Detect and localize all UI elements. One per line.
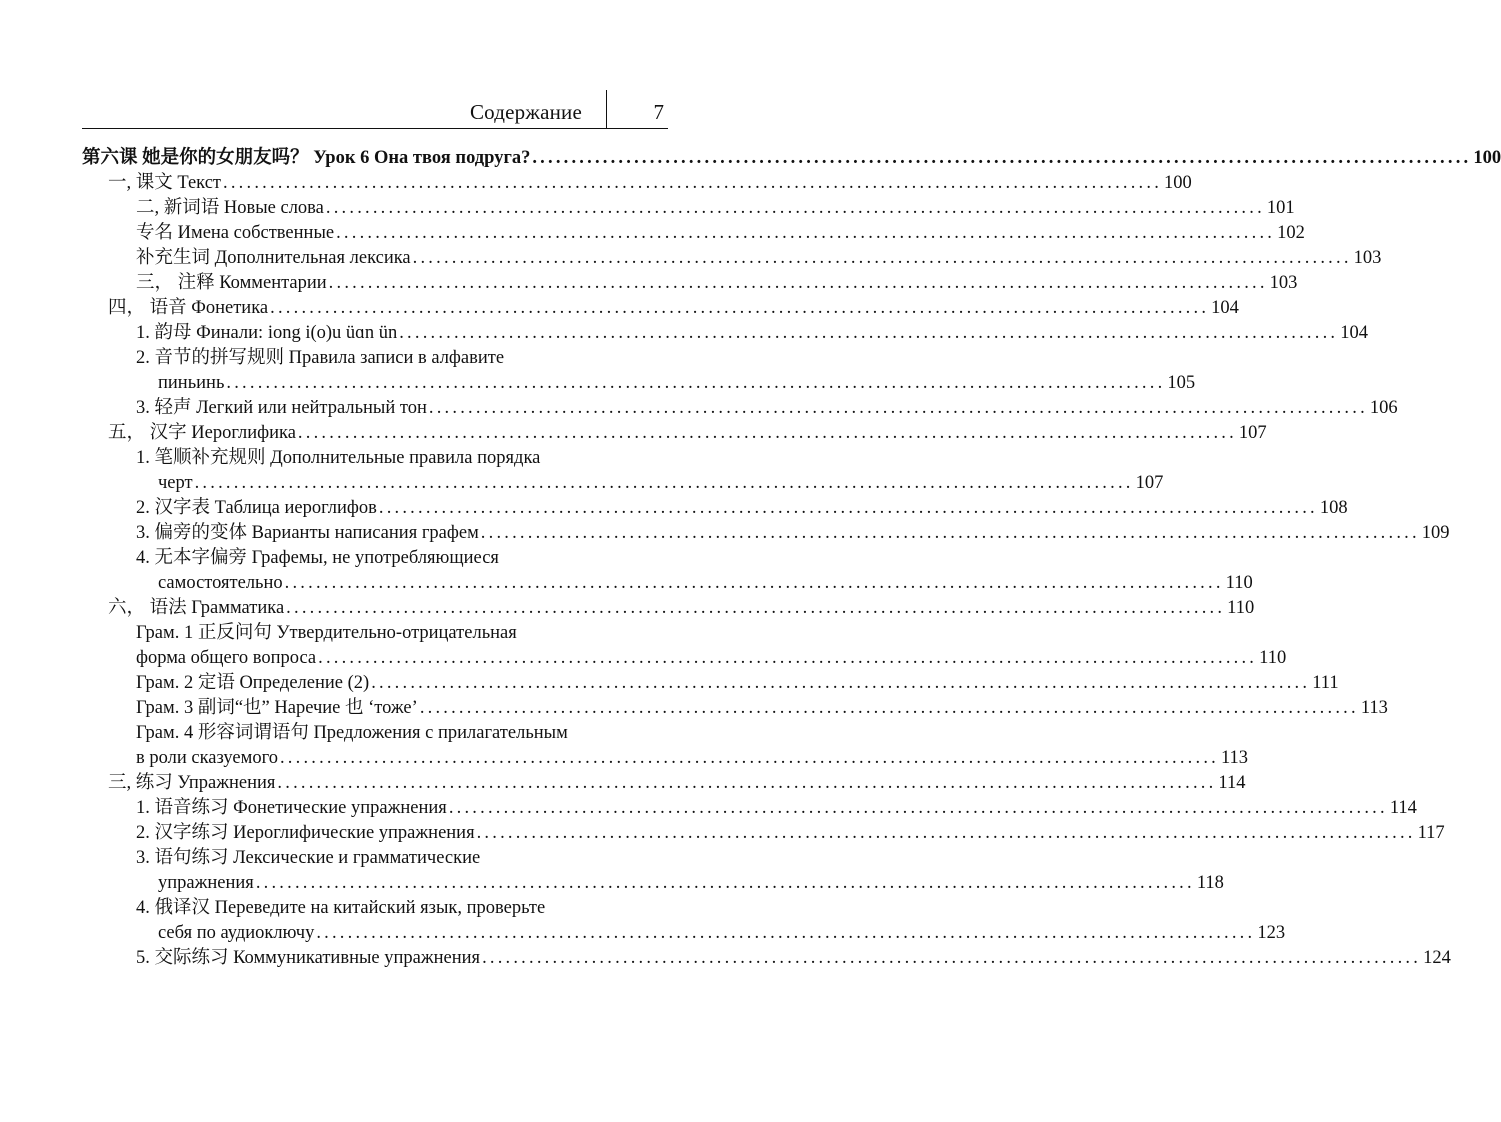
running-header-title: Содержание	[469, 100, 582, 124]
toc-entry	[136, 221, 1305, 246]
dot-leader: ........................................................................................................................	[297, 423, 1237, 443]
toc-line	[0, 171, 1192, 196]
toc-entry-page: 110	[1227, 598, 1255, 618]
toc-line	[0, 621, 668, 646]
toc-entry-page: 102	[1277, 223, 1305, 243]
toc-entry-title: 5. 交际练习 Коммуникативные упражнения	[136, 948, 481, 968]
toc-entry-page: 106	[1369, 398, 1398, 418]
toc-line	[0, 246, 1382, 271]
table-of-contents	[0, 146, 1501, 971]
header-rule	[82, 128, 668, 129]
toc-line	[0, 696, 1388, 721]
dot-leader: ........................................................................................................................	[284, 573, 1224, 593]
toc-line	[0, 296, 1239, 321]
toc-entry	[136, 646, 1287, 671]
toc-line	[0, 396, 1398, 421]
toc-entry-title: 二, 新词语 Новые слова	[136, 198, 324, 218]
toc-line	[0, 321, 1368, 346]
toc-line	[0, 671, 1339, 696]
toc-entry	[158, 921, 1286, 946]
toc-line	[0, 146, 1501, 171]
toc-entry-title: 4. 无本字偏旁 Графемы, не употребляющиеся	[136, 548, 499, 568]
toc-line	[0, 271, 1298, 296]
toc-line	[0, 896, 668, 921]
dot-leader: ........................................................................................................................	[399, 323, 1339, 343]
toc-entry-title: 2. 汉字练习 Иероглифические упражнения	[136, 823, 475, 843]
toc-line	[0, 846, 668, 871]
toc-entry	[136, 321, 1368, 346]
toc-entry-page: 105	[1167, 373, 1196, 393]
toc-entry-page: 111	[1312, 673, 1339, 693]
toc-entry	[108, 296, 1239, 321]
toc-line	[0, 521, 1450, 546]
toc-entry-title: 1. 语音练习 Фонетические упражнения	[136, 798, 447, 818]
dot-leader: ........................................................................................................................	[279, 748, 1219, 768]
toc-entry	[136, 521, 1450, 546]
toc-entry-page: 100	[1164, 173, 1192, 193]
toc-entry	[136, 946, 1451, 971]
toc-entry-page: 104	[1211, 298, 1239, 318]
dot-leader: ........................................................................................................................	[255, 873, 1195, 893]
toc-line	[0, 646, 1287, 671]
toc-entry-page: 110	[1225, 573, 1253, 593]
toc-entry	[82, 146, 1501, 171]
toc-entry	[136, 821, 1445, 846]
toc-line	[0, 421, 1267, 446]
toc-entry	[158, 471, 1164, 496]
dot-leader: ........................................................................................................................	[194, 473, 1134, 493]
dot-leader: ........................................................................................................................	[318, 648, 1258, 668]
toc-entry-page: 113	[1360, 698, 1388, 718]
toc-entry	[158, 571, 1253, 596]
toc-entry-page: 108	[1319, 498, 1348, 518]
dot-leader: ........................................................................................................................	[223, 173, 1163, 193]
toc-line	[0, 596, 1255, 621]
toc-entry-title: 1. 韵母 Финали: iong i(o)u üɑn ün	[136, 323, 398, 343]
toc-line	[0, 921, 1286, 946]
toc-line	[0, 371, 1196, 396]
toc-line	[0, 446, 668, 471]
toc-entry-page: 107	[1238, 423, 1267, 443]
page-number: 7	[653, 100, 664, 124]
toc-entry-title: себя по аудиоключу	[158, 923, 315, 943]
toc-entry-title: 补充生词 Дополнительная лексика	[136, 248, 411, 268]
toc-entry-page: 103	[1353, 248, 1382, 268]
toc-line	[0, 546, 668, 571]
toc-entry	[136, 746, 1249, 771]
toc-entry-title: 三, 练习 Упражнения	[108, 773, 276, 793]
toc-entry-page: 100	[1473, 148, 1501, 168]
toc-entry-title: Грам. 3 副词“也” Наречие 也 ‘тоже’	[136, 698, 418, 718]
toc-entry-title: упражнения	[158, 873, 254, 893]
toc-entry-title: 专名 Имена собственные	[136, 223, 335, 243]
dot-leader: ........................................................................................................................	[328, 273, 1268, 293]
toc-entry-page: 103	[1269, 273, 1298, 293]
toc-entry-title: 五， 汉字 Иероглифика	[108, 423, 296, 443]
dot-leader: ........................................................................................................................	[336, 223, 1276, 243]
toc-line	[0, 471, 1164, 496]
toc-line	[0, 721, 668, 746]
dot-leader: ........................................................................................................................	[448, 798, 1388, 818]
toc-line	[0, 496, 1348, 521]
toc-entry-page: 110	[1259, 648, 1287, 668]
dot-leader: ........................................................................................................................	[277, 773, 1217, 793]
toc-entry-title: в роли сказуемого	[136, 748, 278, 768]
toc-entry	[108, 771, 1246, 796]
toc-entry-page: 107	[1135, 473, 1164, 493]
toc-line	[0, 746, 1249, 771]
toc-entry-title: 第六课 她是你的女朋友吗？ Урок 6 Она твоя подруга?	[82, 148, 531, 168]
dot-leader: ........................................................................................................................	[419, 698, 1359, 718]
toc-line	[0, 771, 1246, 796]
toc-entry	[136, 271, 1298, 296]
running-header	[82, 90, 668, 126]
toc-entry-title: 一, 课文 Текст	[108, 173, 222, 193]
toc-entry-page: 123	[1257, 923, 1286, 943]
toc-entry	[108, 171, 1192, 196]
dot-leader: ........................................................................................................................	[428, 398, 1368, 418]
toc-entry	[136, 396, 1398, 421]
toc-entry	[136, 496, 1348, 521]
toc-entry	[136, 671, 1339, 696]
toc-entry-title: 3. 轻声 Легкий или нейтральный тон	[136, 398, 427, 418]
toc-entry-title: 3. 语句练习 Лексические и грамматические	[136, 848, 481, 868]
dot-leader: ........................................................................................................................	[226, 373, 1166, 393]
dot-leader: ........................................................................................................................	[286, 598, 1226, 618]
toc-entry-title: 四， 语音 Фонетика	[108, 298, 269, 318]
toc-entry-page: 118	[1196, 873, 1224, 893]
toc-entry-title: 2. 音节的拼写规则 Правила записи в алфавите	[136, 348, 505, 368]
toc-entry-page: 117	[1417, 823, 1445, 843]
toc-entry-title: Грам. 2 定语 Определение (2)	[136, 673, 370, 693]
toc-entry-page: 124	[1423, 948, 1451, 968]
dot-leader: ........................................................................................................................	[371, 673, 1311, 693]
dot-leader: ........................................................................................................................	[316, 923, 1256, 943]
toc-line	[0, 221, 1305, 246]
toc-entry	[158, 871, 1224, 896]
toc-entry-title: 2. 汉字表 Таблица иероглифов	[136, 498, 377, 518]
toc-entry-page: 113	[1220, 748, 1249, 768]
toc-entry-page: 104	[1340, 323, 1368, 343]
toc-entry-title: 3. 偏旁的变体 Варианты написания графем	[136, 523, 479, 543]
dot-leader: ........................................................................................................................	[412, 248, 1352, 268]
toc-line	[0, 946, 1451, 971]
toc-entry-title: черт	[158, 473, 193, 493]
toc-line	[0, 571, 1253, 596]
toc-entry-title: пиньинь	[158, 373, 225, 393]
toc-entry-title: самостоятельно	[158, 573, 283, 593]
toc-entry	[136, 196, 1295, 221]
dot-leader: ........................................................................................................................	[325, 198, 1265, 218]
toc-line	[0, 871, 1224, 896]
dot-leader: ........................................................................................................................	[378, 498, 1318, 518]
toc-entry-page: 109	[1421, 523, 1450, 543]
toc-entry	[136, 696, 1388, 721]
dot-leader: ........................................................................................................................	[482, 948, 1422, 968]
toc-entry	[108, 596, 1255, 621]
toc-entry-title: 六， 语法 Грамматика	[108, 598, 285, 618]
toc-line	[0, 196, 1295, 221]
toc-entry	[136, 796, 1417, 821]
toc-entry	[108, 421, 1267, 446]
dot-leader: ........................................................................................................................	[476, 823, 1416, 843]
toc-entry-title: 三， 注释 Комментарии	[136, 273, 327, 293]
dot-leader: ........................................................................................................................	[532, 148, 1472, 168]
toc-line	[0, 346, 668, 371]
toc-entry	[158, 371, 1196, 396]
toc-entry-title: Грам. 1 正反问句 Утвердительно-отрицательная	[136, 623, 517, 643]
toc-entry-page: 114	[1389, 798, 1417, 818]
toc-entry-page: 101	[1266, 198, 1295, 218]
toc-line	[0, 821, 1445, 846]
toc-entry	[136, 246, 1382, 271]
toc-entry-title: 1. 笔顺补充规则 Дополнительные правила порядка	[136, 448, 541, 468]
dot-leader: ........................................................................................................................	[270, 298, 1210, 318]
toc-entry-title: форма общего вопроса	[136, 648, 317, 668]
dot-leader: ........................................................................................................................	[480, 523, 1420, 543]
toc-entry-title: 4. 俄译汉 Переведите на китайский язык, проверьте	[136, 898, 546, 918]
toc-entry-title: Грам. 4 形容词谓语句 Предложения с прилагательным	[136, 723, 568, 743]
header-separator	[606, 90, 607, 128]
toc-entry-page: 114	[1218, 773, 1246, 793]
toc-line	[0, 796, 1417, 821]
